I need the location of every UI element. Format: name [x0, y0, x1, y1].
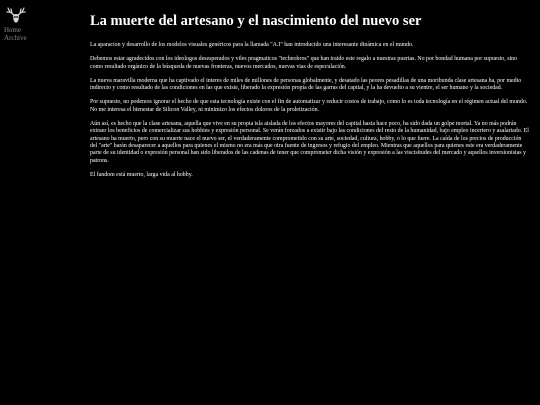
post-paragraph: La aparacion y desarrollo de los modelos visuales genéricos para la llamada "A.I" han introducido una interesante dinámica en el mundo.	[90, 42, 414, 48]
post-paragraph: El fandom está muerto, larga vida al hobby.	[90, 171, 193, 178]
sidebar	[4, 6, 44, 42]
antlered-skull-icon[interactable]	[6, 6, 26, 24]
post-title: La muerte del artesano y el nascimiento del nuevo ser	[90, 13, 422, 29]
nav-archive-link[interactable]: Archive	[4, 34, 27, 42]
nav-home-link[interactable]: Home	[4, 26, 22, 34]
post	[90, 12, 530, 186]
post-paragraph: Por supuesto, no podemos ignorar el hecho de que esta tecnología existe con el fin de automatizar y reducir costos de trabajo, como lo es toda tecnología en el régimen actual del mundo. No me interesa el bienestar de Silicon Valley, ni minimizo los efectos doloros de la proletización.	[90, 99, 528, 113]
post-paragraph: Debemos estar agradecidos con los ideologos desesperados y viles pragmaticos "technobros" que han traido este regalo a nuestras puertas. No por bondad humana por supuesto, sino como resultado orgánico de la búsqueda de nuevas fronteras, nuevos mercados, nuevas vias de especulación.	[90, 56, 518, 70]
post-paragraph: La nueva maravilla moderna que ha captivado el interes de miles de millones de personas globalmente, y desatado las peores pesadillas de una moribunda clase artesana ha, por medio indirecto y como resultado de las condiciones en las que existe, liberado la expresión propia de las garras del capital, y la ha devuelto a su vientre, el ser humano y la sociedad.	[90, 77, 522, 92]
post-paragraph: Aún así, es hecho que la clase artesana, aquella que vive en su propia isla aislada de los efectos mayores del capital hasta hace poco, ha sido dada un golpe mortal. Ya no más podrán extraer los beneficios de comercializar sus hobbies y expresión personal. Se verán forzados a existir bajo las condiciones del resto de la humanidad, bajo empleo incertero y asalariado. El artesano ha muerto, pero con su muerte nace el nuevo ser, el verdaderamente comprometido con su arte, sociedad, cultura, hobby, o lo que fuere. La caída de los precios de producción del "arte" harán desaparecer a aquellos para quienes el mismo no era más que otra fuente de ingresos y refugio del empleo. Mientras que aquellos para quienes este era verdaderamente parte de su identidad o expresión personal han sido liberados de las cadenas de tener que comprometer dicha visión y expresión a las viscisitudes del mercado y aquellos inversionistas y patrons.	[90, 121, 529, 164]
